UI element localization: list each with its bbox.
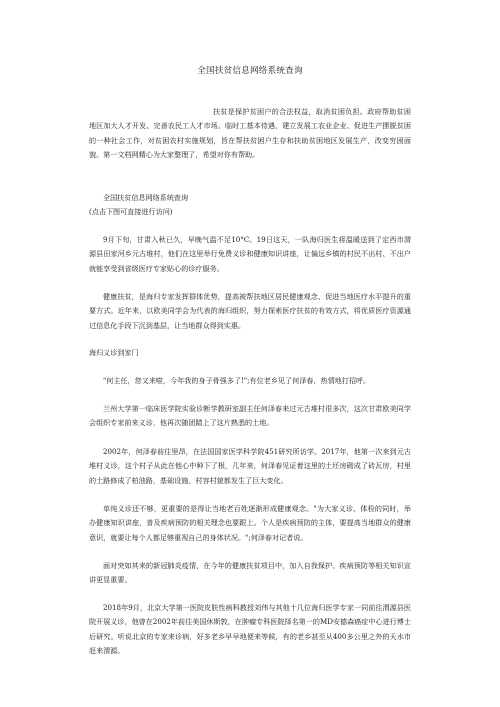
click-note: (点击下图可直接进行访问) [89,207,173,216]
paragraph-5: 2002年，何泽春前往里昂，在法国国家医学科学院451研究所访学。2017年，他第一次来到元古堆村义诊，这个村子从此在他心中种下了根，几年来，何泽春见证着这里的土坯房砌成了砖瓦房，村里的土路修成了柏油路，基础设施、村容村貌都发生了巨大变化。 [89,447,411,485]
paragraph-8: 2018年9月，北京大学第一医院皮肤性病科教授刘伟与其他十几位海归医学专家一同前往渭源县医院开展义诊，他曾在2002年前往美国休斯敦，在肿瘤专科医院择名第一的MD安德森癌症中心进行博士后研究。听说北京的专家来诊病，好多老乡早早地便来等候，有的老乡甚至从400多公里之外的天水市赶来渭源。 [89,603,411,655]
paragraph-4: 兰州大学第一临床医学院实验诊断学教研室副主任何泽春来过元古堆村很多次，这次甘肃欧美同学会组织专家前来义诊，他再次随团踏上了这片熟悉的土地。 [89,404,411,428]
document-title: 全国扶贫信息网络系统查询 [197,66,303,76]
paragraph-1: 9月下旬，甘肃入秋已久，早晚气温不足10°C。19日这天，一队海归医生将温暖送到了定西市渭源县田家河乡元古堆村，他们在这里举行免费义诊和健康知识讲座，让偏远乡镇的村民不出村、不出户就能享受到省级医疗专家贴心的诊疗服务。 [89,235,411,273]
subtitle: 全国扶贫信息网络系统查询 [103,193,189,202]
intro-paragraph: 扶贫是保护贫困户的合法权益，取消贫困负担。政府帮助贫困地区加大人才开发、完善农民工人才市场。临时工基本待遇，建立发展工农业企业、促进生产摆脱贫困的一种社会工作，对贫困农村实施规划，旨在帮扶贫困户生存和扶助贫困地区发展生产，改变穷困面貌。第一文档网精心为大家整理了，希望对你有帮助。 [89,107,411,159]
paragraph-7: 面对突如其来的新冠肺炎疫情，在今年的健康扶贫项目中，加入自我保护、疾病预防等相关知识宣讲更显重要。 [89,561,411,585]
paragraph-6: 单纯义诊还不够，更重要的是得让当地老百姓逐渐形成健康观念。"为大家义诊、体检的同时，举办健康知识讲座，普及疾病预防的相关理念也要跟上。个人是疾病预防的主体，要提高当地群众的健康意识，就要让每个人都足够重视自己的身体状况。";何泽春对记者说。 [89,504,411,542]
paragraph-2: 健康扶贫，是海归专家发挥群体优势，提高被帮扶地区居民健康观念、促进当地医疗水平提升的重要方式。近年来，以欧美同学会为代表的海归组织，努力探索医疗扶贫的有效方式，将优质医疗资源通过信息化手段下沉到基层，让当地群众得到实惠。 [89,292,411,330]
section-heading: 海归义诊到家门 [89,348,139,357]
paragraph-3: "何主任，您又来啦，今年我的身子骨强多了!";有位老乡见了何泽春，热情地打招呼。 [103,376,371,385]
